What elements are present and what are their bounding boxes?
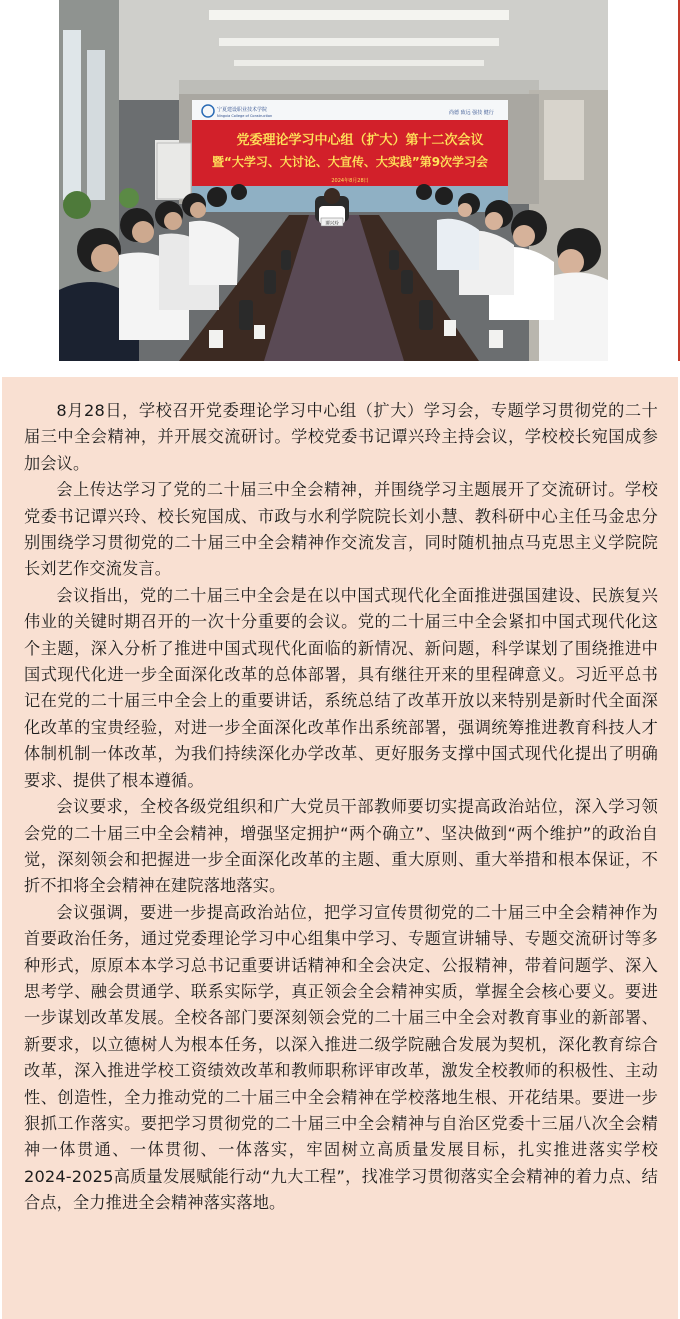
school-name-en: Ningxia College of Construction bbox=[217, 114, 273, 118]
paragraph-1: 8月28日，学校召开党委理论学习中心组（扩大）学习会，专题学习贯彻党的二十届三中全会精神，并开展交流研讨。学校党委书记谭兴玲主持会议，学校校长宛国成参加会议。 bbox=[24, 401, 658, 473]
article-body bbox=[2, 377, 678, 1319]
paragraph-3: 会议指出，党的二十届三中全会是在以中国式现代化全面推进强国建设、民族复兴伟业的关键时期召开的一次十分重要的会议。党的二十届三中全会紧扣中国式现代化这个主题，深入分析了推进中国式现代化面临的新情况、新问题，科学谋划了围绕推进中国式现代化进一步全面深化改革的总体部署，具有继往开来的里程碑意义。习近平总书记在党的二十届三中全会上的重要讲话，系统总结了改革开放以来特别是新时代全面深化改革的宝贵经验，对进一步全面深化改革作出系统部署，强调统筹推进教育科技人才体制机制一体改革，为我们持续深化办学改革、更好服务支撑中国式现代化提出了明确要求、提供了根本遵循。 bbox=[24, 585, 658, 790]
nameplate-text: 谭兴玲 bbox=[325, 221, 339, 227]
paragraph-5: 会议强调，要进一步提高政治站位，把学习宣传贯彻党的二十届三中全会精神作为首要政治任务，通过党委理论学习中心组集中学习、专题宣讲辅导、专题交流研讨等多种形式，原原本本学习总书记重要讲话精神和全会决定、公报精神，带着问题学、深入思考学、融会贯通学、联系实际学，真正领会全会精神实质，掌握全会核心要义。要进一步谋划改革发展。全校各部门要深刻领会党的二十届三中全会对教育事业的新部署、新要求，以立德树人为根本任务，以深入推进二级学院融合发展为契机，深化教育综合改革，深入推进学校工资绩效改革和教师职称评审改革，激发全校教师的积极性、主动性、创造性，全力推动党的二十届三中全会精神在学校落地生根、开花结果。要进一步狠抓工作落实。要把学习贯彻党的二十届三中全会精神与自治区党委十三届八次全会精神一体贯通、一体贯彻、一体落实，牢固树立高质量发展目标，扎实推进落实学校2024-2025高质量发展赋能行动“九大工程”，找准学习贯彻落实全会精神的着力点、结合点，全力推进全会精神落实落地。 bbox=[24, 902, 658, 1213]
paragraph-2: 会上传达学习了党的二十届三中全会精神，并围绕学习主题展开了交流研讨。学校党委书记谭兴玲、校长宛国成、市政与水利学院院长刘小慧、教科研中心主任马金忠分别围绕学习贯彻党的二十届三中全会精神作交流发言，同时随机抽点马克思主义学院院长刘艺作交流发言。 bbox=[24, 480, 658, 579]
paragraph-4: 会议要求，全校各级党组织和广大党员干部教师要切实提高政治站位，深入学习领会党的二十届三中全会精神，增强坚定拥护“两个确立”、坚决做到“两个维护”的政治自觉，深刻领会和把握进一步全面深化改革的主题、重大原则、重大举措和根本保证，不折不扣将全会精神在建院落地落实。 bbox=[24, 797, 658, 896]
banner-title: 党委理论学习中心组（扩大）第十二次会议 bbox=[236, 133, 484, 148]
banner-red bbox=[192, 120, 508, 186]
school-motto: 尚德 致远 强技 健行 bbox=[449, 110, 494, 116]
banner-subtitle: 暨“大学习、大讨论、大宣传、大实践”第9次学习会 bbox=[211, 155, 489, 169]
banner-date: 2024年8月28日 bbox=[331, 178, 369, 184]
meeting-photo bbox=[59, 0, 608, 361]
school-name-cn: 宁夏建设职业技术学院 bbox=[217, 107, 268, 113]
